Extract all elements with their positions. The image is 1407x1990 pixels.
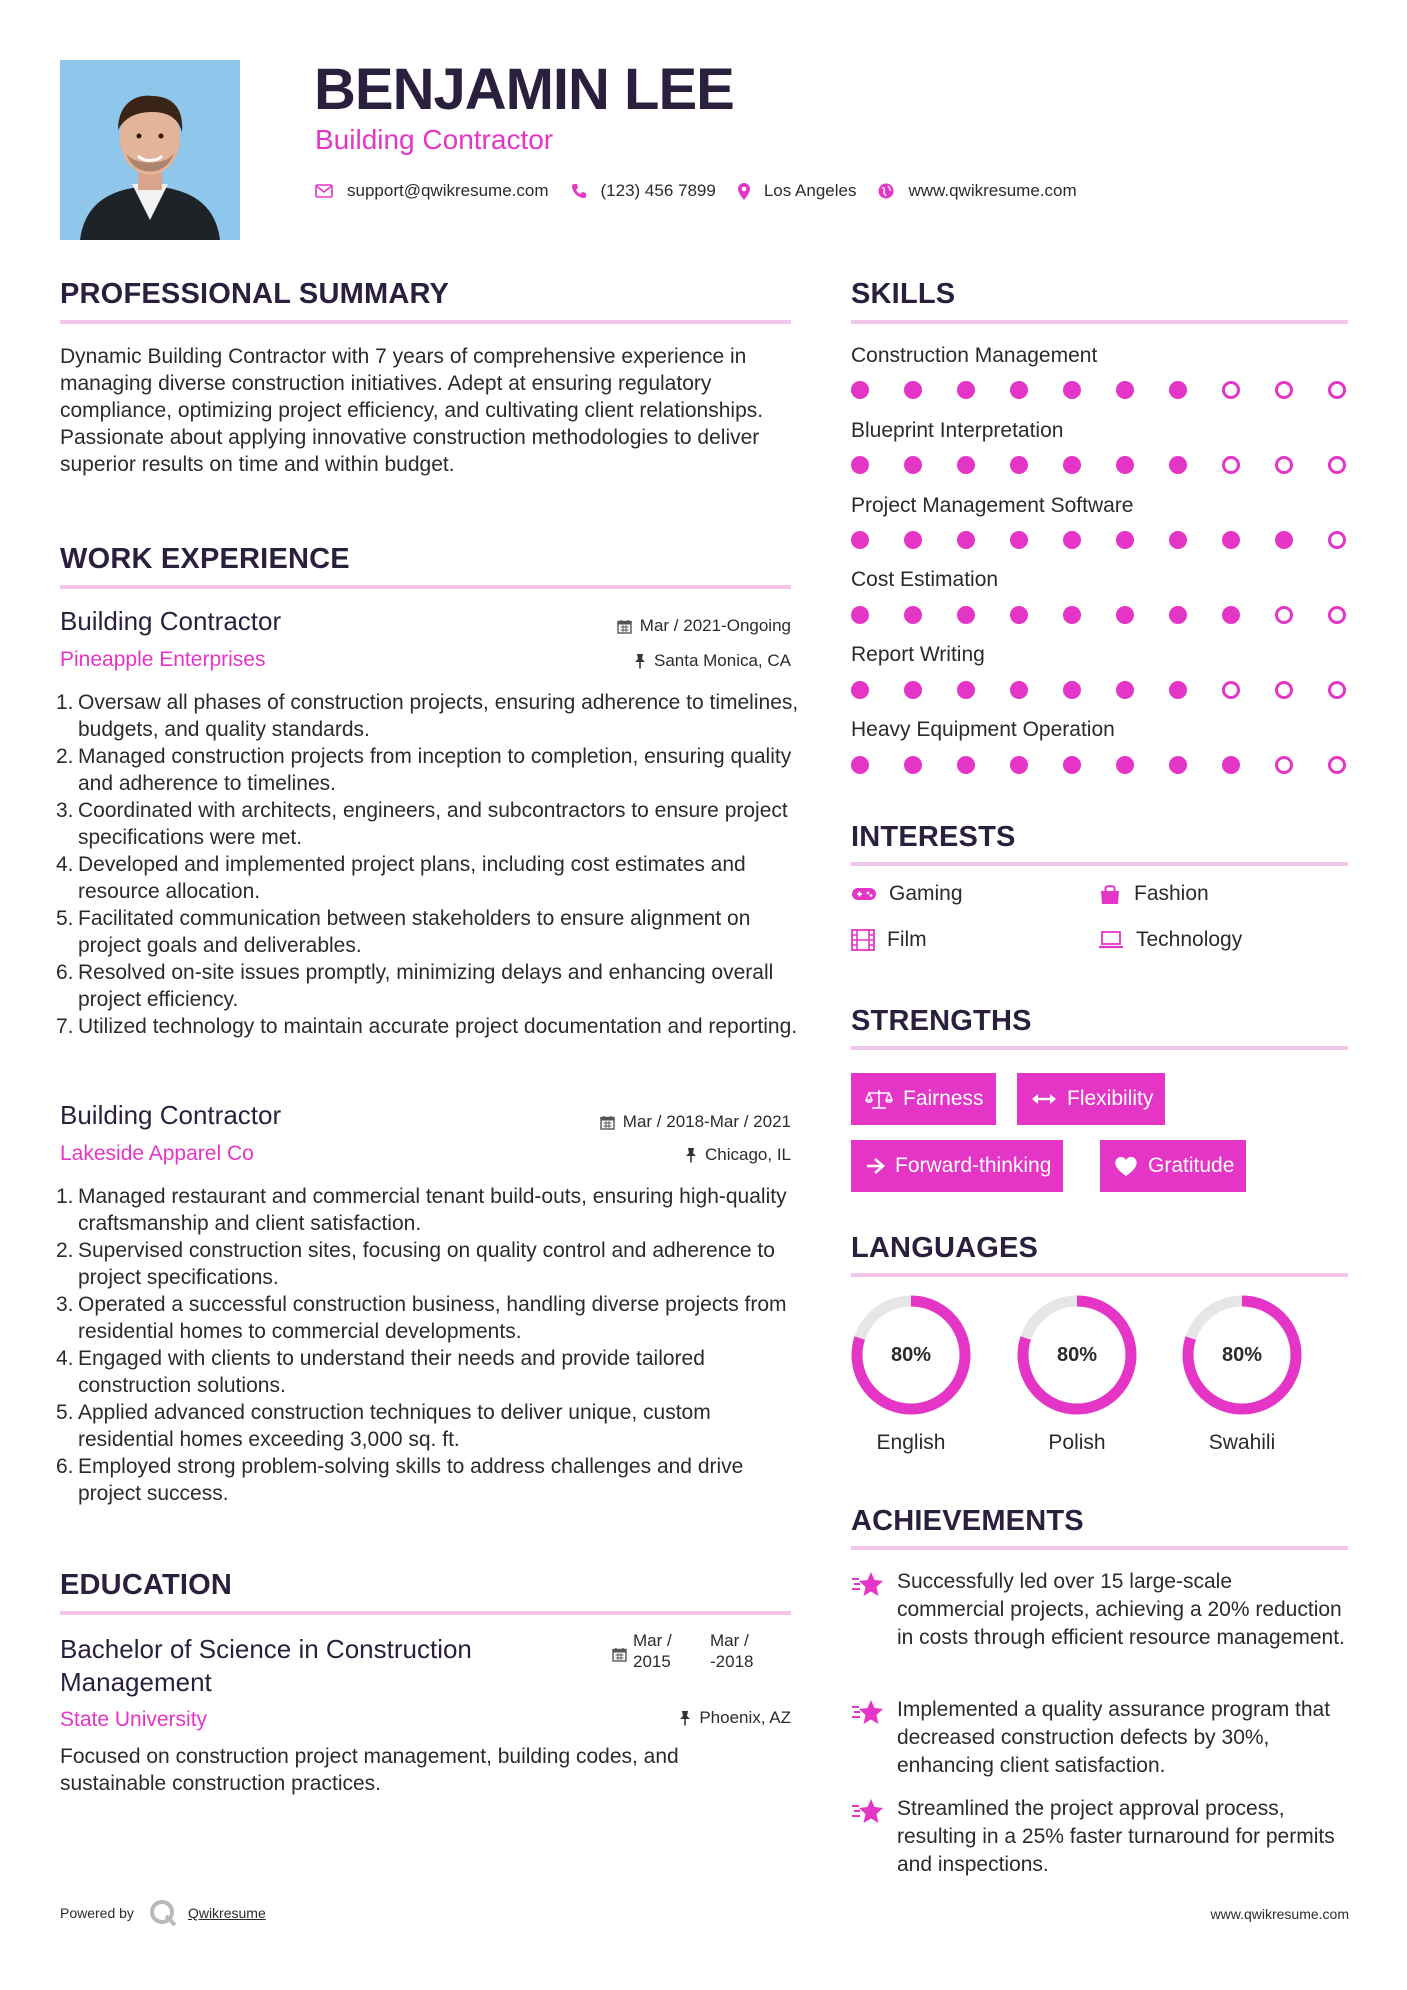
experience-heading: WORK EXPERIENCE: [60, 543, 350, 575]
job-location-text: Chicago, IL: [705, 1145, 791, 1164]
languages-divider: [851, 1273, 1348, 1277]
skill-dot-filled: [957, 381, 975, 399]
list-item: 1. Oversaw all phases of construction projects, ensuring adherence to timelines, budgets, and quality standards.: [56, 691, 799, 741]
skill-name: Report Writing: [851, 643, 985, 666]
skill-dot-filled: [851, 606, 869, 624]
strength-tag: Gratitude: [1100, 1140, 1246, 1192]
education-date: [612, 1630, 765, 1672]
achievements-heading: ACHIEVEMENTS: [851, 1505, 1084, 1537]
job-date: [617, 616, 791, 636]
skill-dot-filled: [1222, 606, 1240, 624]
location-text: Los Angeles: [763, 181, 857, 200]
skill-dot-empty: [1328, 456, 1346, 474]
skill-dot-empty: [1328, 381, 1346, 399]
skill-dot-filled: [957, 456, 975, 474]
skill-dot-empty: [1275, 381, 1293, 399]
phone-text: (123) 456 7899: [600, 181, 716, 200]
education-location-text: Phoenix, AZ: [699, 1708, 791, 1727]
skill-dot-filled: [1116, 456, 1134, 474]
job-date-text: Mar / 2021-Ongoing: [639, 616, 791, 635]
skill-dot-empty: [1328, 681, 1346, 699]
skill-name: Heavy Equipment Operation: [851, 718, 1115, 741]
education-location: [679, 1708, 791, 1728]
skill-rating: [851, 756, 1351, 776]
language-percent: 80%: [1056, 1343, 1098, 1366]
skill-dot-filled: [1116, 681, 1134, 699]
shopping-bag-icon: [1098, 883, 1122, 905]
skill-dot-filled: [1116, 531, 1134, 549]
summary-heading: PROFESSIONAL SUMMARY: [60, 278, 450, 310]
skill-dot-filled: [1010, 456, 1028, 474]
skill-dot-empty: [1222, 381, 1240, 399]
globe-icon: [878, 183, 894, 199]
skill-dot-filled: [1010, 606, 1028, 624]
list-item: 6. Employed strong problem-solving skills to address challenges and drive project success.: [56, 1455, 744, 1505]
profile-photo: [60, 60, 240, 240]
list-item: 5. Facilitated communication between stakeholders to ensure alignment on project goals and deliverables.: [56, 907, 751, 957]
skills-divider: [851, 320, 1348, 324]
language-name: English: [876, 1431, 946, 1454]
language-percent: 80%: [890, 1343, 932, 1366]
skill-dot-filled: [851, 756, 869, 774]
strengths-divider: [851, 1046, 1348, 1050]
skill-dot-filled: [1010, 531, 1028, 549]
phone-icon: [571, 183, 587, 199]
interests-heading: INTERESTS: [851, 821, 1016, 853]
skill-dot-filled: [1063, 681, 1081, 699]
interest-fashion: Fashion: [1098, 882, 1209, 906]
list-item: 4. Engaged with clients to understand their needs and provide tailored construction solutions.: [56, 1347, 705, 1397]
contact-phone[interactable]: [571, 181, 716, 201]
education-school: State University: [60, 1708, 208, 1731]
achievement-item: Successfully led over 15 large-scale commercial projects, achieving a 20% reduction in costs through efficient resource management.: [851, 1568, 1351, 1652]
skill-dot-filled: [1116, 606, 1134, 624]
skill-dot-empty: [1222, 681, 1240, 699]
interest-film: Film: [851, 928, 927, 952]
education-divider: [60, 1611, 791, 1615]
map-pin-icon: [738, 183, 750, 200]
skill-dot-filled: [851, 681, 869, 699]
skill-dot-filled: [1169, 456, 1187, 474]
strengths-heading: STRENGTHS: [851, 1005, 1032, 1037]
laptop-icon: [1098, 930, 1124, 950]
footer-powered-by: Powered by Qwikresume: [60, 1898, 266, 1928]
candidate-name: BENJAMIN LEE: [314, 57, 734, 122]
education-date-start: Mar / 2015: [633, 1631, 672, 1671]
education-description: Focused on construction project management, building codes, and sustainable construction practices.: [60, 1745, 679, 1795]
skill-dot-empty: [1275, 681, 1293, 699]
contact-website[interactable]: [878, 181, 1076, 201]
skill-dot-filled: [957, 681, 975, 699]
skill-dot-filled: [957, 531, 975, 549]
skill-name: Project Management Software: [851, 494, 1134, 517]
list-item: 2. Supervised construction sites, focusing on quality control and adherence to project specifications.: [56, 1239, 775, 1289]
job-date: [600, 1112, 791, 1132]
footer-brand-link[interactable]: Qwikresume: [187, 1905, 266, 1921]
language-item: [1180, 1293, 1304, 1455]
skill-rating: [851, 531, 1351, 551]
calendar-icon: [617, 619, 632, 634]
skill-dot-filled: [1063, 756, 1081, 774]
skill-dot-filled: [1169, 681, 1187, 699]
job-title: Building Contractor: [60, 1100, 282, 1130]
arrows-horizontal-icon: [1031, 1092, 1057, 1106]
skill-dot-filled: [1063, 381, 1081, 399]
job-location: [634, 651, 791, 671]
list-item: 3. Operated a successful construction business, handling diverse projects from residential homes to commercial developments.: [56, 1293, 787, 1343]
job-location-text: Santa Monica, CA: [653, 651, 791, 670]
job-duties-list: [56, 689, 800, 1040]
star-icon: [851, 1570, 885, 1598]
skills-heading: SKILLS: [851, 278, 956, 310]
skill-dot-filled: [851, 381, 869, 399]
skill-dot-empty: [1328, 531, 1346, 549]
skill-dot-empty: [1328, 756, 1346, 774]
list-item: 4. Developed and implemented project plans, including cost estimates and resource allocation.: [56, 853, 746, 903]
skill-dot-filled: [904, 681, 922, 699]
skill-dot-filled: [1275, 531, 1293, 549]
interest-gaming: Gaming: [851, 882, 963, 906]
skill-dot-empty: [1275, 456, 1293, 474]
skill-dot-filled: [1010, 681, 1028, 699]
pushpin-icon: [634, 653, 646, 669]
list-item: 2. Managed construction projects from inception to completion, ensuring quality and adherence to timelines.: [56, 745, 792, 795]
arrow-right-icon: [865, 1157, 885, 1175]
job-title: Building Contractor: [60, 606, 282, 636]
skill-rating: [851, 681, 1351, 701]
candidate-title: Building Contractor: [315, 124, 554, 155]
skill-dot-empty: [1328, 606, 1346, 624]
skill-dot-filled: [1116, 381, 1134, 399]
language-percent: 80%: [1221, 1343, 1263, 1366]
skill-name: Cost Estimation: [851, 568, 999, 591]
skill-dot-filled: [904, 381, 922, 399]
list-item: 3. Coordinated with architects, engineers, and subcontractors to ensure project specifications were met.: [56, 799, 788, 849]
skill-dot-filled: [1116, 756, 1134, 774]
skill-dot-filled: [1063, 456, 1081, 474]
star-icon: [851, 1698, 885, 1726]
strength-tag: Flexibility: [1017, 1073, 1165, 1125]
summary-text: Dynamic Building Contractor with 7 years of comprehensive experience in managing diverse construction initiatives. Adept at ensuring regulatory compliance, optimizing project efficiency, and cultivating client relationships. Passionate about applying innovative construction methodologies to deliver superior results on time and within budget.: [60, 345, 764, 476]
pushpin-icon: [685, 1147, 697, 1163]
language-item: [849, 1293, 973, 1455]
film-icon: [851, 929, 875, 951]
envelope-icon: [315, 184, 333, 198]
languages-heading: LANGUAGES: [851, 1232, 1039, 1264]
summary-divider: [60, 320, 791, 324]
list-item: 1. Managed restaurant and commercial tenant build-outs, ensuring high-quality craftsmanship and client satisfaction.: [56, 1185, 787, 1235]
education-heading: EDUCATION: [60, 1569, 233, 1601]
balance-scale-icon: [865, 1088, 893, 1110]
contact-bar: [315, 178, 1099, 204]
skill-dot-filled: [1010, 381, 1028, 399]
strength-tag: Forward-thinking: [851, 1140, 1063, 1192]
skill-dot-filled: [851, 531, 869, 549]
footer-website[interactable]: www.qwikresume.com: [1210, 1906, 1349, 1922]
skill-dot-filled: [1169, 381, 1187, 399]
job-duties-list: [56, 1183, 800, 1507]
language-name: Polish: [1048, 1431, 1106, 1454]
interest-technology: Technology: [1098, 928, 1242, 952]
list-item: 5. Applied advanced construction techniques to deliver unique, custom residential homes exceeding 3,000 sq. ft.: [56, 1401, 711, 1451]
job-company: Lakeside Apparel Co: [60, 1142, 254, 1165]
skill-dot-filled: [904, 531, 922, 549]
qwikresume-logo-icon: [148, 1898, 178, 1928]
skill-dot-filled: [1169, 606, 1187, 624]
skill-dot-filled: [957, 606, 975, 624]
skill-dot-filled: [1222, 756, 1240, 774]
pushpin-icon: [679, 1710, 691, 1726]
list-item: 6. Resolved on-site issues promptly, minimizing delays and enhancing overall project efficiency.: [56, 961, 774, 1011]
interests-divider: [851, 862, 1348, 866]
skill-dot-filled: [1010, 756, 1028, 774]
skill-dot-filled: [1169, 756, 1187, 774]
achievement-item: Streamlined the project approval process, resulting in a 25% faster turnaround for permits and inspections.: [851, 1795, 1351, 1879]
skill-rating: [851, 381, 1351, 401]
job-company: Pineapple Enterprises: [60, 648, 266, 671]
strength-tag: Fairness: [851, 1073, 996, 1125]
calendar-icon: [600, 1115, 615, 1130]
gamepad-icon: [851, 886, 877, 902]
skill-dot-filled: [851, 456, 869, 474]
achievements-divider: [851, 1546, 1348, 1550]
achievement-item: Implemented a quality assurance program that decreased construction defects by 30%, enhancing client satisfaction.: [851, 1696, 1351, 1780]
skill-dot-filled: [904, 756, 922, 774]
language-item: [1015, 1293, 1139, 1455]
job-date-text: Mar / 2018-Mar / 2021: [622, 1112, 791, 1131]
contact-email[interactable]: [315, 181, 549, 201]
calendar-icon: [612, 1647, 627, 1662]
education-date-end: Mar / -2018: [710, 1631, 754, 1671]
job-location: [685, 1145, 791, 1165]
skill-rating: [851, 606, 1351, 626]
skill-rating: [851, 456, 1351, 476]
skill-dot-filled: [1222, 531, 1240, 549]
skill-name: Blueprint Interpretation: [851, 419, 1064, 442]
heart-icon: [1114, 1156, 1138, 1177]
star-icon: [851, 1797, 885, 1825]
skill-dot-filled: [1063, 531, 1081, 549]
education-degree: Bachelor of Science in Construction Management: [60, 1634, 472, 1697]
contact-location: [738, 181, 857, 201]
experience-divider: [60, 585, 791, 589]
language-name: Swahili: [1208, 1431, 1276, 1454]
email-text: support@qwikresume.com: [347, 181, 549, 200]
skill-dot-filled: [904, 606, 922, 624]
skill-dot-filled: [1063, 606, 1081, 624]
website-text: www.qwikresume.com: [908, 181, 1077, 200]
skill-name: Construction Management: [851, 344, 1098, 367]
skill-dot-filled: [904, 456, 922, 474]
skill-dot-filled: [1169, 531, 1187, 549]
skill-dot-empty: [1222, 456, 1240, 474]
skill-dot-empty: [1275, 606, 1293, 624]
list-item: 7. Utilized technology to maintain accurate project documentation and reporting.: [56, 1015, 798, 1038]
skill-dot-filled: [957, 756, 975, 774]
skill-dot-empty: [1275, 756, 1293, 774]
